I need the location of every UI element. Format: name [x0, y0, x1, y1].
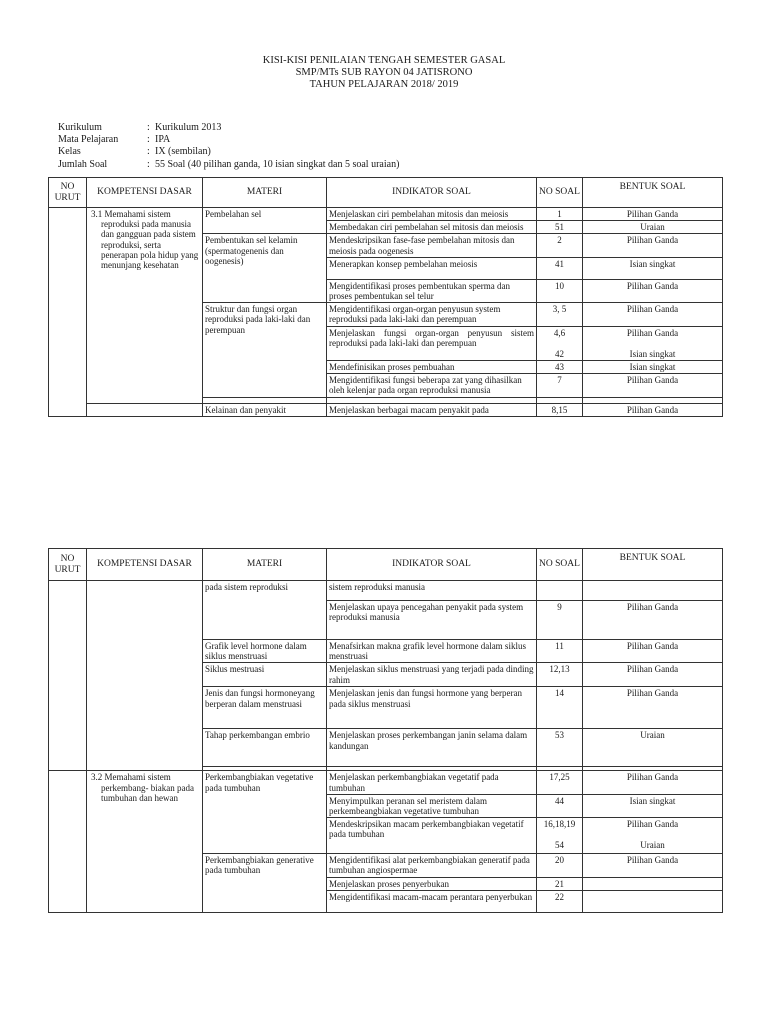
indikator-cell: Menyimpulkan peranan sel meristem dalam perkembeangbiakan vegetative tumbuhan	[327, 794, 537, 817]
no-soal-cell: 3, 5	[537, 303, 583, 326]
info-row-kurikulum: Kurikulum : Kurikulum 2013	[58, 122, 222, 133]
no-soal-cell: 1	[537, 208, 583, 221]
document-info	[58, 122, 399, 171]
table-row	[49, 581, 723, 601]
bentuk-cell: Pilihan Ganda	[583, 687, 723, 729]
no-soal-cell: 51	[537, 221, 583, 234]
header-no-urut: NO URUT	[49, 549, 87, 581]
indikator-cell: Menjelaskan ciri pembelahan mitosis dan meiosis	[327, 208, 537, 221]
info-row-kelas: Kelas : IX (sembilan)	[58, 146, 211, 158]
bentuk-cell: Pilihan Ganda	[583, 663, 723, 687]
no-soal-cell: 7	[537, 374, 583, 397]
kompetensi-cell	[87, 403, 203, 416]
kompetensi-cell: 3.2 Memahami sistem perkembang- biakan pada tumbuhan dan hewan	[87, 771, 203, 912]
no-soal-cell: 4,6 42	[537, 326, 583, 360]
no-soal-cell: 43	[537, 361, 583, 374]
bentuk-cell	[583, 581, 723, 601]
kisi-kisi-table-2	[48, 548, 723, 913]
bentuk-cell: Pilihan Ganda	[583, 374, 723, 397]
no-soal-cell: 12,13	[537, 663, 583, 687]
no-urut-cell	[49, 208, 87, 417]
table-header-row	[49, 178, 723, 208]
no-soal-cell: 2	[537, 234, 583, 257]
table-row	[49, 403, 723, 416]
materi-cell: Struktur dan fungsi organ reproduksi pada laki-laki dan perempuan	[203, 303, 327, 397]
materi-cell: Tahap perkembangan embrio	[203, 729, 327, 767]
no-soal-cell: 14	[537, 687, 583, 729]
indikator-cell: Menjelaskan fungsi organ-organ penyusun sistem reproduksi pada laki-laki dan perempuan	[327, 326, 537, 360]
table-row	[49, 771, 723, 794]
indikator-cell: Menafsirkan makna grafik level hormone dalam siklus menstruasi	[327, 640, 537, 663]
indikator-cell: Mendeskripsikan fase-fase pembelahan mitosis dan meiosis pada oogenesis	[327, 234, 537, 257]
header-indikator: INDIKATOR SOAL	[327, 178, 537, 208]
indikator-cell: Mengidentifikasi organ-organ penyusun system reproduksi pada laki-laki dan perempuan	[327, 303, 537, 326]
info-row-mapel: Mata Pelajaran : IPA	[58, 134, 171, 146]
indikator-cell: Mengidentifikasi alat perkembangbiakan generatif pada tumbuhan angiospermae	[327, 854, 537, 877]
indikator-cell: Menjelaskan upaya pencegahan penyakit pada system reproduksi manusia	[327, 601, 537, 640]
indikator-cell: Menjelaskan perkembangbiakan vegetatif pada tumbuhan	[327, 771, 537, 794]
bentuk-cell: Pilihan Ganda	[583, 854, 723, 877]
materi-cell: pada sistem reproduksi	[203, 581, 327, 640]
bentuk-cell: Isian singkat	[583, 794, 723, 817]
indikator-cell: Mendeskripsikan macam perkembangbiakan vegetatif pada tumbuhan	[327, 818, 537, 854]
bentuk-cell: Pilihan Ganda	[583, 208, 723, 221]
header-indikator: INDIKATOR SOAL	[327, 549, 537, 581]
no-soal-cell: 8,15	[537, 403, 583, 416]
indikator-cell: Menjelaskan berbagai macam penyakit pada	[327, 403, 537, 416]
bentuk-cell: Pilihan Ganda	[583, 403, 723, 416]
header-bentuk: BENTUK SOAL	[583, 549, 723, 581]
no-urut-cell	[49, 581, 87, 771]
kompetensi-cell: 3.1 Memahami sistem reproduksi pada manusia dan gangguan pada sistem reproduksi, serta penerapan pola hidup yang menunjang kesehatan	[87, 208, 203, 404]
no-soal-cell	[537, 581, 583, 601]
indikator-cell: Menjelaskan proses perkembangan janin selama dalam kandungan	[327, 729, 537, 767]
header-kompetensi: KOMPETENSI DASAR	[87, 178, 203, 208]
materi-cell: Pembelahan sel	[203, 208, 327, 234]
header-materi: MATERI	[203, 178, 327, 208]
no-soal-cell: 20	[537, 854, 583, 877]
bentuk-cell: Isian singkat	[583, 361, 723, 374]
header-no-soal: NO SOAL	[537, 178, 583, 208]
table-header-row	[49, 549, 723, 581]
no-urut-cell	[49, 771, 87, 912]
indikator-cell: Mendefinisikan proses pembuahan	[327, 361, 537, 374]
kisi-kisi-table-1	[48, 177, 723, 417]
indikator-cell: Mengidentifikasi fungsi beberapa zat yang dihasilkan oleh kelenjar pada organ reproduksi manusia	[327, 374, 537, 397]
no-soal-cell: 21	[537, 877, 583, 890]
bentuk-cell: Pilihan Ganda	[583, 303, 723, 326]
header-year: TAHUN PELAJARAN 2018/ 2019	[309, 79, 459, 90]
bentuk-cell: Isian singkat	[583, 257, 723, 279]
no-soal-cell: 44	[537, 794, 583, 817]
no-soal-cell: 9	[537, 601, 583, 640]
indikator-cell: sistem reproduksi manusia	[327, 581, 537, 601]
no-soal-cell: 11	[537, 640, 583, 663]
bentuk-cell: Uraian	[583, 729, 723, 767]
no-soal-cell: 41	[537, 257, 583, 279]
header-school: SMP/MTs SUB RAYON 04 JATISRONO	[295, 67, 473, 78]
header-title: KISI-KISI PENILAIAN TENGAH SEMESTER GASAL	[262, 55, 506, 66]
document-header	[0, 55, 768, 91]
bentuk-cell: Pilihan Ganda Isian singkat	[583, 326, 723, 360]
bentuk-cell: Pilihan Ganda	[583, 601, 723, 640]
materi-cell: Siklus mestruasi	[203, 663, 327, 687]
header-materi: MATERI	[203, 549, 327, 581]
materi-cell: Perkembangbiakan vegetative pada tumbuhan	[203, 771, 327, 854]
materi-cell: Kelainan dan penyakit	[203, 403, 327, 416]
kompetensi-cell	[87, 581, 203, 771]
info-row-jumlah-soal: Jumlah Soal : 55 Soal (40 pilihan ganda, 10 isian singkat dan 5 soal uraian)	[58, 158, 400, 170]
materi-cell: Grafik level hormone dalam siklus menstruasi	[203, 640, 327, 663]
materi-cell: Pembentukan sel kelamin (spermatogenenis dan oogenesis)	[203, 234, 327, 303]
indikator-cell: Menjelaskan jenis dan fungsi hormone yang berperan pada siklus menstruasi	[327, 687, 537, 729]
indikator-cell: Menerapkan konsep pembelahan meiosis	[327, 257, 537, 279]
indikator-cell: Membedakan ciri pembelahan sel mitosis dan meiosis	[327, 221, 537, 234]
indikator-cell: Menjelaskan siklus menstruasi yang terjadi pada dinding rahim	[327, 663, 537, 687]
bentuk-cell: Pilihan Ganda	[583, 279, 723, 302]
header-kompetensi: KOMPETENSI DASAR	[87, 549, 203, 581]
indikator-cell: Mengidentifikasi macam-macam perantara penyerbukan	[327, 890, 537, 912]
header-bentuk: BENTUK SOAL	[583, 178, 723, 208]
table-row	[49, 208, 723, 221]
bentuk-cell: Pilihan Ganda Uraian	[583, 818, 723, 854]
bentuk-cell: Pilihan Ganda	[583, 640, 723, 663]
no-soal-cell: 53	[537, 729, 583, 767]
indikator-cell: Menjelaskan proses penyerbukan	[327, 877, 537, 890]
bentuk-cell	[583, 890, 723, 912]
header-no-urut: NO URUT	[49, 178, 87, 208]
no-soal-cell: 22	[537, 890, 583, 912]
no-soal-cell: 10	[537, 279, 583, 302]
header-no-soal: NO SOAL	[537, 549, 583, 581]
bentuk-cell: Uraian	[583, 221, 723, 234]
bentuk-cell: Pilihan Ganda	[583, 234, 723, 257]
no-soal-cell: 17,25	[537, 771, 583, 794]
materi-cell: Jenis dan fungsi hormoneyang berperan dalam menstruasi	[203, 687, 327, 729]
materi-cell: Perkembangbiakan generative pada tumbuhan	[203, 854, 327, 913]
bentuk-cell: Pilihan Ganda	[583, 771, 723, 794]
indikator-cell: Mengidentifikasi proses pembentukan sperma dan proses pembentukan sel telur	[327, 279, 537, 302]
bentuk-cell	[583, 877, 723, 890]
no-soal-cell: 16,18,19 54	[537, 818, 583, 854]
